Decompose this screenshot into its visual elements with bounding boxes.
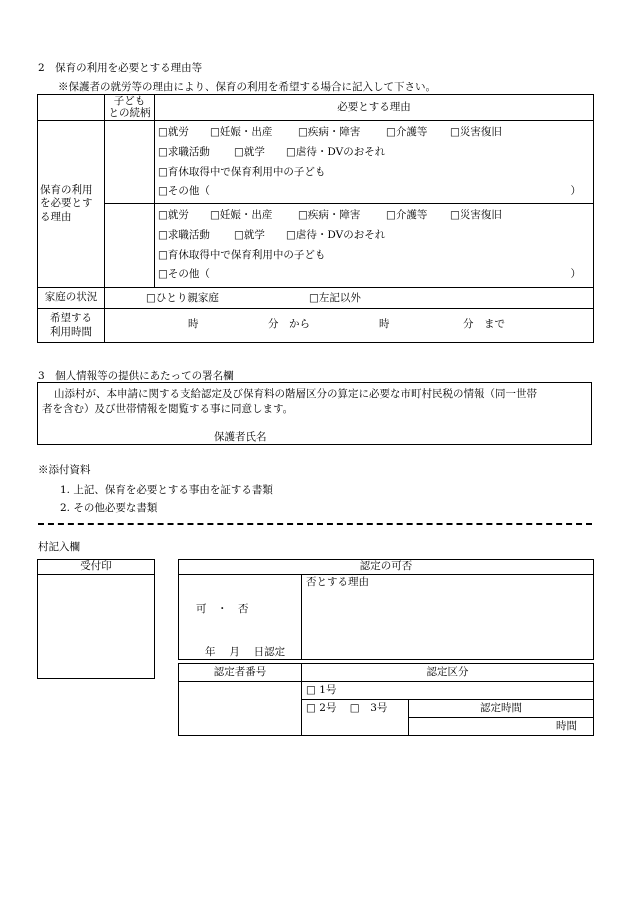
opt-care-2[interactable]: □介護等 — [386, 209, 428, 221]
consent-box — [37, 382, 592, 445]
time-fields[interactable] — [105, 309, 594, 343]
relation-cell-2[interactable] — [105, 204, 155, 288]
reception-table — [37, 559, 155, 679]
certifier-number-header: 認定者番号 — [179, 664, 302, 682]
opt-work-1[interactable]: □就労 — [158, 126, 189, 138]
village-heading: 村記入欄 — [38, 541, 80, 553]
section3-heading: 3 個人情報等の提供にあたっての署名欄 — [38, 370, 234, 382]
section2-heading: 2 保育の利用を必要とする理由等 — [38, 62, 203, 74]
opt-abuse-2[interactable]: □虐待・DVのおそれ — [286, 229, 386, 241]
opt-jobhunt-2[interactable]: □求職活動 — [158, 229, 210, 241]
opt-school-2[interactable]: □就学 — [234, 229, 265, 241]
reception-header: 受付印 — [38, 560, 155, 575]
opt-illness-2[interactable]: □疾病・障害 — [298, 209, 361, 221]
certified-time-cell[interactable] — [409, 718, 594, 736]
reception-stamp-area[interactable] — [38, 575, 155, 679]
approval-date: 年 月 日認定 — [205, 646, 286, 658]
relation-header-line1: 子ども — [113, 94, 146, 107]
opt-disaster-2[interactable]: □災害復旧 — [450, 209, 502, 221]
attachment-item1: 1. 上記、保育を必要とする事由を証する書類 — [60, 484, 273, 496]
opt-illness-1[interactable]: □疾病・障害 — [298, 126, 361, 138]
reject-reason-label: 否とする理由 — [306, 576, 369, 588]
family-label: 家庭の状況 — [38, 288, 105, 309]
opt-pregnancy-2[interactable]: □妊娠・出産 — [210, 209, 273, 221]
opt-pregnancy-1[interactable]: □妊娠・出産 — [210, 126, 273, 138]
category-2-option[interactable]: □ 2号 — [306, 702, 337, 714]
approve-reject-option[interactable]: 可 ・ 否 — [196, 603, 249, 615]
time-minute-to: 分 まで — [463, 318, 505, 330]
approval-cell — [179, 575, 302, 660]
opt-leave-2[interactable]: □育休取得中で保育利用中の子ども — [158, 249, 326, 261]
opt-school-1[interactable]: □就学 — [234, 146, 265, 158]
opt-leave-1[interactable]: □育休取得中で保育利用中の子ども — [158, 166, 326, 178]
category-23-cell — [302, 700, 409, 736]
reason-label-line2: を必要とす — [40, 197, 93, 210]
reason-table — [37, 94, 594, 343]
approval-header: 認定の可否 — [179, 560, 594, 575]
certified-time-header: 認定時間 — [409, 700, 594, 718]
family-options — [105, 288, 594, 309]
blank-header-cell — [38, 95, 105, 121]
time-label-line2: 利用時間 — [50, 325, 92, 338]
family-other-option[interactable]: □左記以外 — [309, 292, 361, 304]
relation-cell-1[interactable] — [105, 121, 155, 204]
certifier-number-cell[interactable] — [179, 682, 302, 736]
opt-disaster-1[interactable]: □災害復旧 — [450, 126, 502, 138]
reason-row-label — [38, 121, 105, 288]
opt-abuse-1[interactable]: □虐待・DVのおそれ — [286, 146, 386, 158]
guardian-name-label: 保護者氏名 — [214, 431, 267, 443]
relation-header — [105, 95, 155, 121]
category-table — [178, 663, 594, 736]
reason-header: 必要とする理由 — [155, 95, 594, 121]
reason-label-line3: る理由 — [40, 210, 72, 223]
time-hour-to: 時 — [379, 318, 390, 330]
cut-line — [38, 523, 592, 525]
opt-care-1[interactable]: □介護等 — [386, 126, 428, 138]
time-label-line1: 希望する — [50, 311, 92, 324]
family-single-option[interactable]: □ひとり親家庭 — [146, 292, 219, 304]
attachments-heading: ※添付資料 — [38, 464, 91, 476]
relation-header-line2: との続柄 — [108, 106, 151, 119]
attachment-item2: 2. その他必要な書類 — [60, 502, 158, 514]
time-minute-from: 分 から — [268, 318, 310, 330]
category-3-option[interactable]: □ 3号 — [349, 702, 388, 714]
opt-other-1[interactable]: □その他（ — [158, 185, 210, 197]
category-1-option[interactable]: □ 1号 — [302, 682, 594, 700]
reject-reason-cell[interactable] — [302, 575, 594, 660]
time-label — [38, 309, 105, 343]
certified-time-unit: 時間 — [556, 719, 577, 732]
opt-other-2[interactable]: □その他（ — [158, 268, 210, 280]
close-paren-2: ） — [570, 268, 581, 280]
time-hour-from: 時 — [188, 318, 199, 330]
reason-label-line1: 保育の利用 — [40, 184, 93, 197]
approval-table — [178, 559, 594, 660]
opt-jobhunt-1[interactable]: □求職活動 — [158, 146, 210, 158]
consent-line2: 者を含む）及び世帯情報を閲覧する事に同意します。 — [42, 403, 294, 415]
section2-note: ※保護者の就労等の理由により、保育の利用を希望する場合に記入して下さい。 — [58, 81, 436, 93]
consent-line1: 山添村が、本申請に関する支給認定及び保育料の階層区分の算定に必要な市町村民税の情報（同一世帯 — [54, 388, 537, 400]
reason-options-2 — [155, 204, 594, 288]
category-header: 認定区分 — [302, 664, 594, 682]
reason-options-1 — [155, 121, 594, 204]
opt-work-2[interactable]: □就労 — [158, 209, 189, 221]
close-paren-1: ） — [570, 185, 581, 197]
